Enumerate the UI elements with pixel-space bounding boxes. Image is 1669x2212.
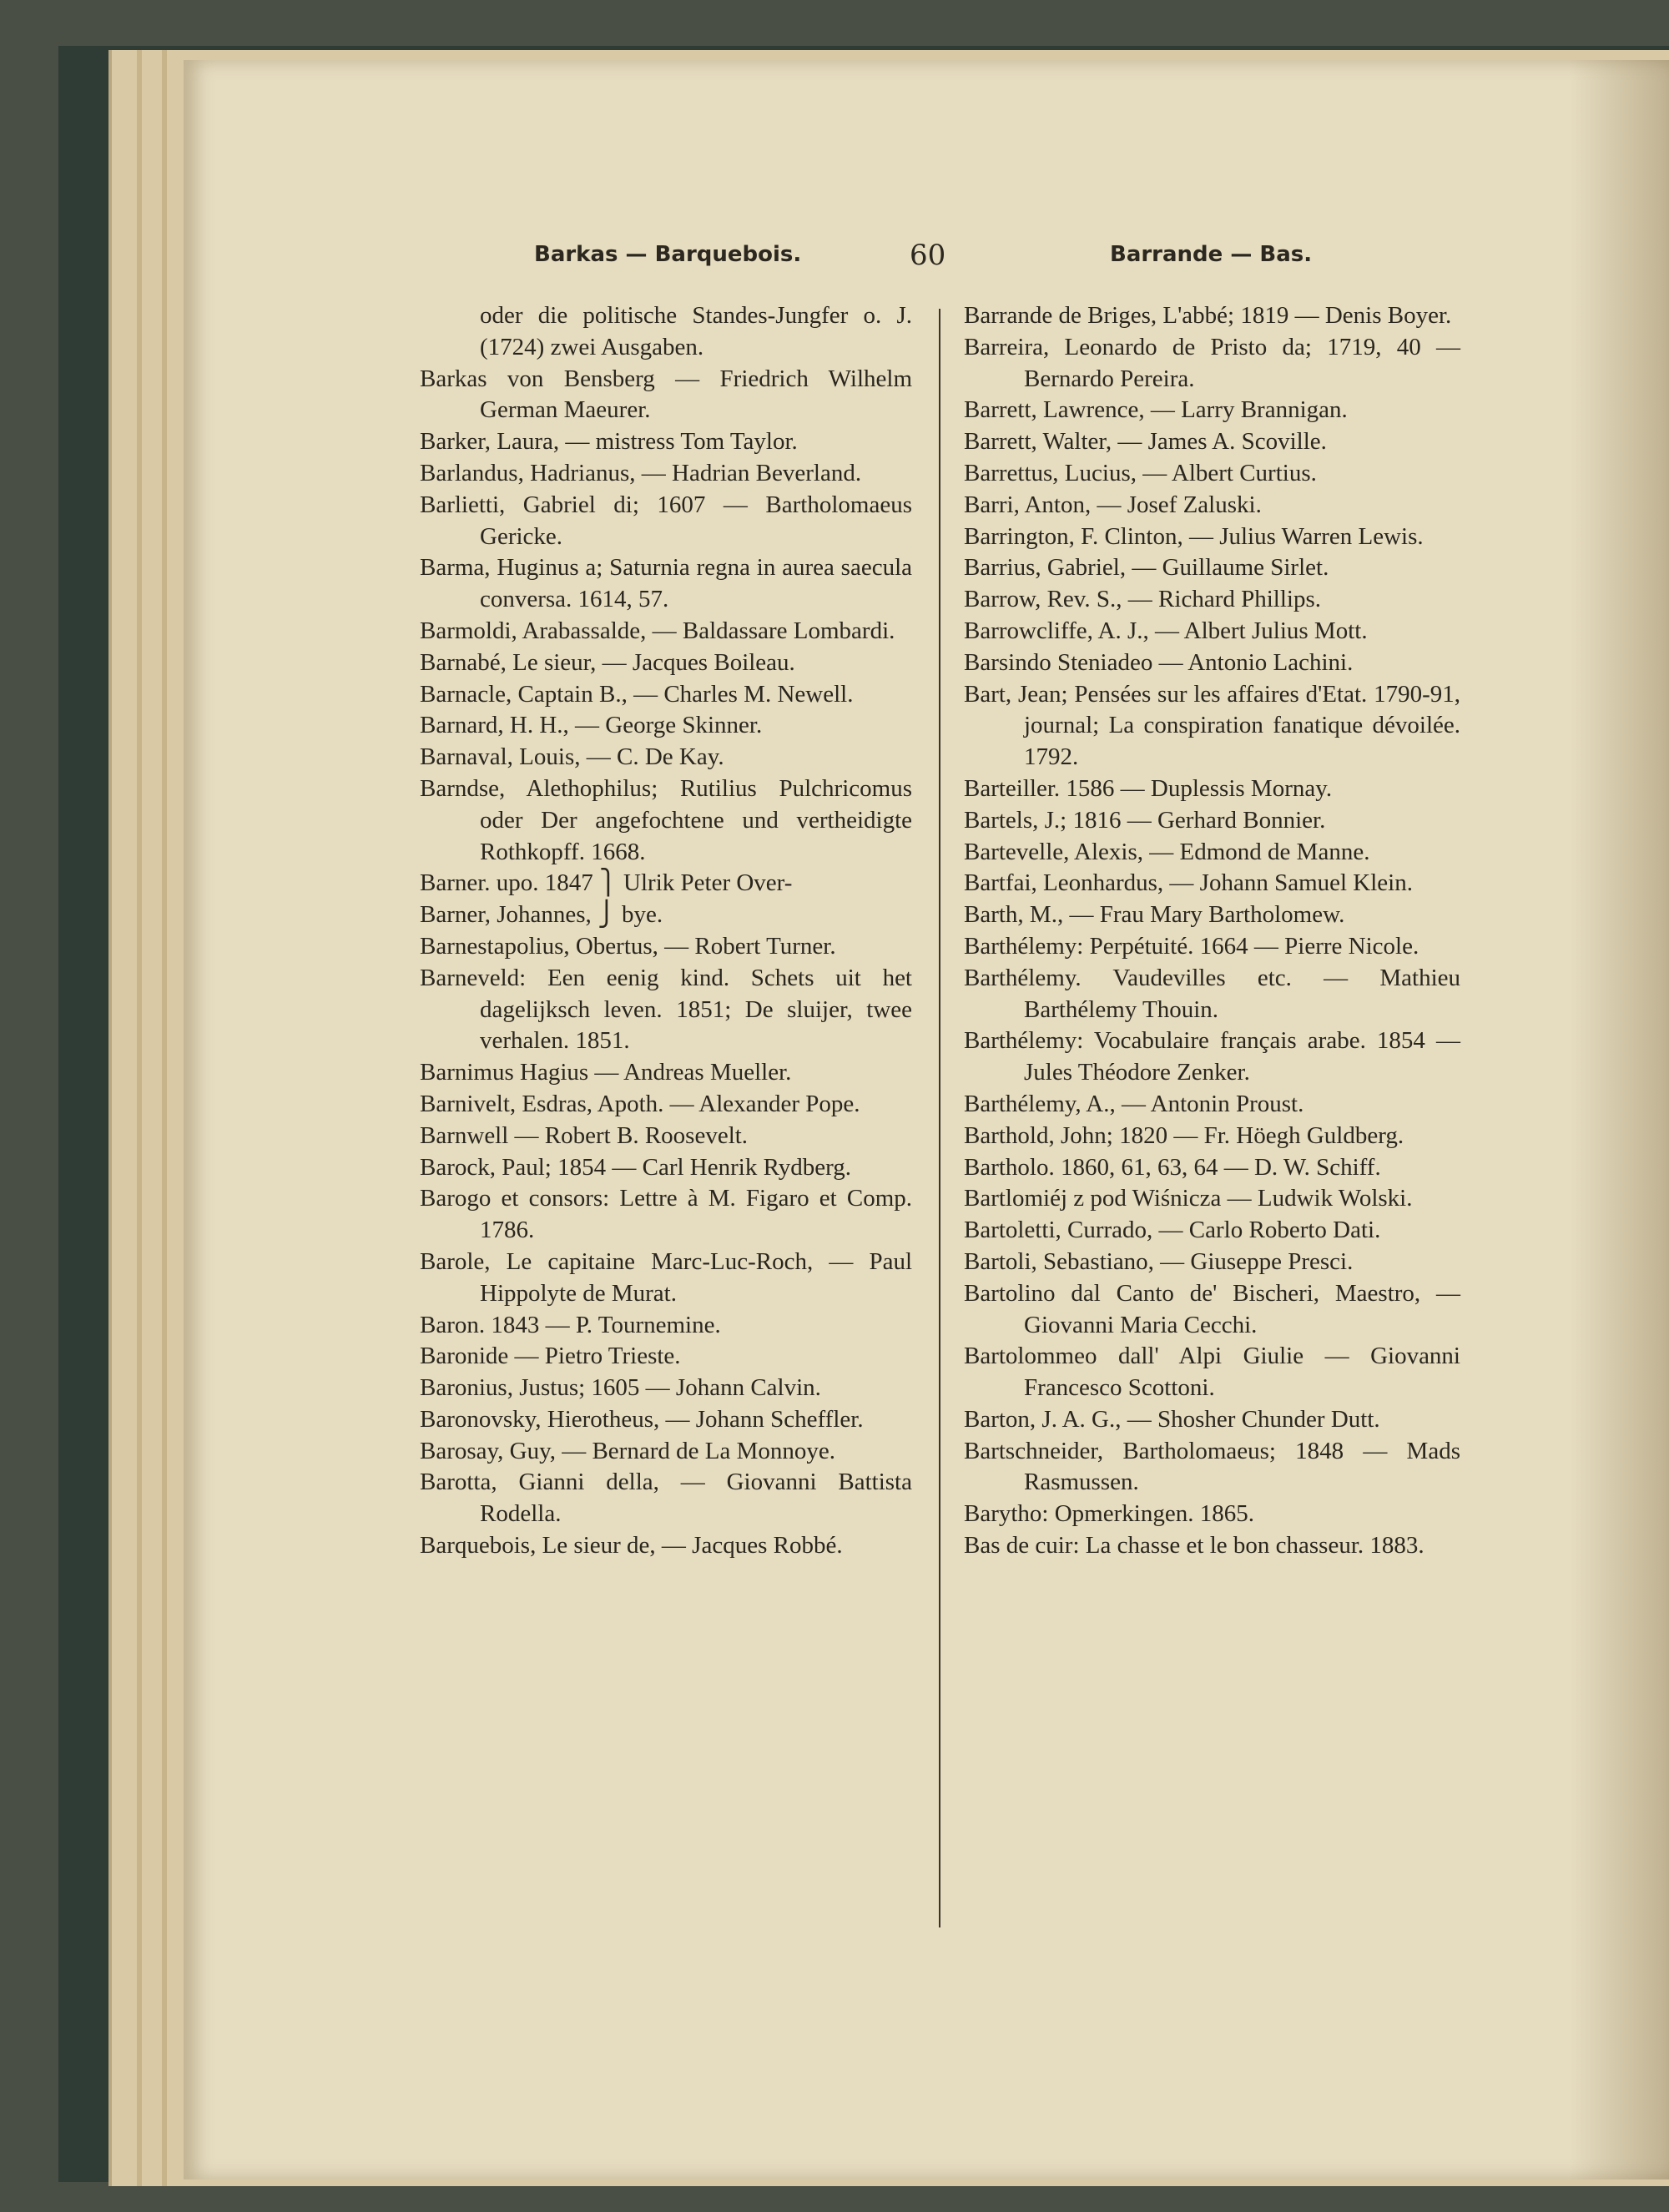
entry: Bartfai, Leonhardus, — Johann Samuel Klein.	[964, 869, 1413, 897]
entry: Bartels, J.; 1816 — Gerhard Bonnier.	[964, 806, 1326, 834]
entry: Barndse, Alethophilus; Rutilius Pulchricomus oder Der angefochtene und vertheidigte Rothkopff. 1668.	[420, 774, 912, 865]
entry: Barlietti, Gabriel di; 1607 — Bartholomaeus Gericke.	[420, 491, 912, 550]
right-column	[964, 300, 1460, 1562]
entry: Baron. 1843 — P. Tournemine.	[420, 1311, 721, 1338]
entry: Barquebois, Le sieur de, — Jacques Robbé.	[420, 1532, 843, 1559]
header-right: Barrande — Bas.	[1110, 242, 1313, 267]
entry: Barreira, Leonardo de Pristo da; 1719, 40 — Bernardo Pereira.	[964, 333, 1460, 392]
entry: Barnard, H. H., — George Skinner.	[420, 712, 763, 739]
entry: Barnabé, Le sieur, — Jacques Boileau.	[420, 648, 795, 676]
entry: Barotta, Gianni della, — Giovanni Battista Rodella.	[420, 1469, 912, 1528]
entry: Barton, J. A. G., — Shosher Chunder Dutt.	[964, 1405, 1380, 1433]
entry: Bartolommeo dall' Alpi Giulie — Giovanni Francesco Scottoni.	[964, 1343, 1460, 1402]
entry: Barole, Le capitaine Marc-Luc-Roch, — Paul Hippolyte de Murat.	[420, 1247, 912, 1307]
entry: oder die politische Standes-Jungfer o. J. (1724) zwei Ausgaben.	[480, 302, 912, 360]
entry: Barmoldi, Arabassalde, — Baldassare Lombardi.	[420, 617, 895, 644]
entry: Barthélemy, A., — Antonin Proust.	[964, 1090, 1304, 1117]
entry: Barma, Huginus a; Saturnia regna in aurea saecula conversa. 1614, 57.	[420, 554, 912, 613]
entry: Barsindo Steniadeo — Antonio Lachini.	[964, 648, 1354, 676]
entry: Barytho: Opmerkingen. 1865.	[964, 1500, 1254, 1528]
entry: Barteiller. 1586 — Duplessis Mornay.	[964, 774, 1333, 802]
column-divider	[939, 309, 940, 1927]
entry: Barnimus Hagius — Andreas Mueller.	[420, 1059, 792, 1086]
entry: Barnivelt, Esdras, Apoth. — Alexander Pope.	[420, 1090, 860, 1117]
entry: Bartoletti, Currado, — Carlo Roberto Dati.	[964, 1217, 1381, 1244]
entry: Barnacle, Captain B., — Charles M. Newell.	[420, 680, 854, 708]
entry: Barneveld: Een eenig kind. Schets uit het dagelijksch leven. 1851; De sluijer, twee verhalen. 1851.	[420, 964, 912, 1055]
entry: Barner. upo. 1847 ⎫ Ulrik Peter Over-	[420, 869, 793, 897]
entry: Barri, Anton, — Josef Zaluski.	[964, 491, 1262, 518]
entry: Barrett, Walter, — James A. Scoville.	[964, 428, 1327, 456]
entry: Barosay, Guy, — Bernard de La Monnoye.	[420, 1437, 835, 1464]
entry: Barrowcliffe, A. J., — Albert Julius Mott.	[964, 617, 1368, 644]
header-left: Barkas — Barquebois.	[534, 242, 802, 267]
entry: Barnaval, Louis, — C. De Kay.	[420, 743, 724, 771]
entry: Barrow, Rev. S., — Richard Phillips.	[964, 586, 1321, 613]
entry: Barrius, Gabriel, — Guillaume Sirlet.	[964, 554, 1329, 582]
entry: Barnwell — Robert B. Roosevelt.	[420, 1121, 749, 1149]
entry: Barthold, John; 1820 — Fr. Höegh Guldberg.	[964, 1121, 1404, 1149]
entry: Bartlomiéj z pod Wiśnicza — Ludwik Wolski.	[964, 1185, 1413, 1212]
entry: Barner, Johannes, ⎭ bye.	[420, 901, 663, 929]
entry: Barock, Paul; 1854 — Carl Henrik Rydberg.	[420, 1153, 852, 1181]
entry: Barnestapolius, Obertus, — Robert Turner.	[420, 932, 836, 960]
entry: Bas de cuir: La chasse et le bon chasseur. 1883.	[964, 1532, 1424, 1559]
page-gutter-shadow	[1569, 60, 1669, 2179]
page-number: 60	[910, 239, 946, 272]
entry: Barrande de Briges, L'abbé; 1819 — Denis Boyer.	[964, 302, 1452, 329]
entry: Bartholo. 1860, 61, 63, 64 — D. W. Schiff.	[964, 1153, 1381, 1181]
entry: Barkas von Bensberg — Friedrich Wilhelm German Maeurer.	[420, 365, 912, 424]
entry: Barogo et consors: Lettre à M. Figaro et Comp. 1786.	[420, 1185, 912, 1244]
entry: Bartolino dal Canto de' Bischeri, Maestro, — Giovanni Maria Cecchi.	[964, 1279, 1460, 1338]
entry: Baronide — Pietro Trieste.	[420, 1343, 681, 1370]
entry: Bartschneider, Bartholomaeus; 1848 — Mads Rasmussen.	[964, 1437, 1460, 1496]
entry: Bartevelle, Alexis, — Edmond de Manne.	[964, 838, 1370, 865]
left-column	[420, 300, 912, 1562]
entry: Barthélemy: Perpétuité. 1664 — Pierre Nicole.	[964, 932, 1419, 960]
entry: Baronius, Justus; 1605 — Johann Calvin.	[420, 1374, 821, 1402]
entry: Barrington, F. Clinton, — Julius Warren Lewis.	[964, 522, 1424, 550]
entry: Baronovsky, Hierotheus, — Johann Scheffler.	[420, 1405, 864, 1433]
entry: Bartoli, Sebastiano, — Giuseppe Presci.	[964, 1247, 1354, 1275]
entry: Barker, Laura, — mistress Tom Taylor.	[420, 428, 798, 456]
entry: Barrettus, Lucius, — Albert Curtius.	[964, 459, 1317, 486]
running-header	[401, 239, 1335, 275]
entry: Barthélemy. Vaudevilles etc. — Mathieu Barthélemy Thouin.	[964, 964, 1460, 1023]
entry: Barth, M., — Frau Mary Bartholomew.	[964, 901, 1345, 929]
entry: Barthélemy: Vocabulaire français arabe. 1854 — Jules Théodore Zenker.	[964, 1027, 1460, 1086]
entry: Barrett, Lawrence, — Larry Brannigan.	[964, 396, 1348, 424]
entry: Bart, Jean; Pensées sur les affaires d'Etat. 1790-91, journal; La conspiration fanatique dévoilée. 1792.	[964, 680, 1460, 771]
entry: Barlandus, Hadrianus, — Hadrian Beverland.	[420, 459, 862, 486]
